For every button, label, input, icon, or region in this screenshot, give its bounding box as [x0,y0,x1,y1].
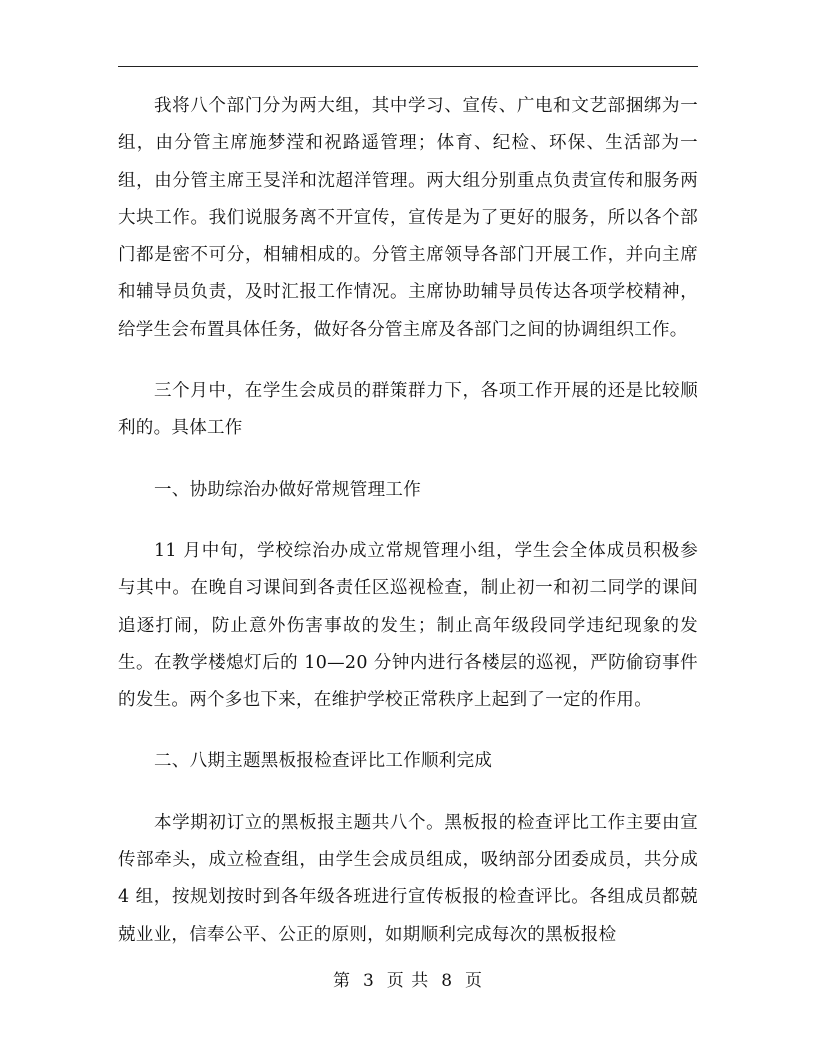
paragraph-routine-management: 11 月中旬，学校综治办成立常规管理小组，学生会全体成员积极参与其中。在晚自习课间到各责任区巡视检查，制止初一和初二同学的课间追逐打闹，防止意外伤害事故的发生；制止高年级段同学违纪现象的发生。在教学楼熄灯后的 10—20 分钟内进行各楼层的巡视，严防偷窃事件的发生。两个多也下来，在维护学校正常秩序上起到了一定的作用。 [118,540,698,711]
document-body [118,88,698,954]
page-footer [0,966,816,991]
paragraph-blackboard: 本学期初订立的黑板报主题共八个。黑板报的检查评比工作主要由宣传部牵头，成立检查组，由学生会成员组成，吸纳部分团委成员，共分成 4 组，按规划按时到各年级各班进行宣传板报的检查评比。各组成员都兢兢业业，信奉公平、公正的原则，如期顺利完成每次的黑板报检 [118,812,698,945]
header-rule [118,66,698,67]
paragraph-overview: 三个月中，在学生会成员的群策群力下，各项工作开展的还是比较顺利的。具体工作 [118,381,698,439]
footer-current-page: 3 [362,971,375,991]
section-heading-1: 一、协助综治办做好常规管理工作 [154,479,421,500]
footer-total-pages: 8 [441,971,454,991]
section-heading-2: 二、八期主题黑板报检查评比工作顺利完成 [154,751,493,772]
footer-prefix: 第 [332,971,351,991]
footer-suffix: 页 [465,971,484,991]
paragraph-department-groups: 我将八个部门分为两大组，其中学习、宣传、广电和文艺部捆绑为一组，由分管主席施梦滢和祝路遥管理；体育、纪检、环保、生活部为一组，由分管主席王旻洋和沈超洋管理。两大组分别重点负责宣传和服务两大块工作。我们说服务离不开宣传，宣传是为了更好的服务，所以各个部门都是密不可分，相辅相成的。分管主席领导各部门开展工作，并向主席和辅导员负责，及时汇报工作情况。主席协助辅导员传达各项学校精神，给学生会布置具体任务，做好各分管主席及各部门之间的协调组织工作。 [118,96,698,340]
footer-mid: 页 共 [386,971,430,991]
